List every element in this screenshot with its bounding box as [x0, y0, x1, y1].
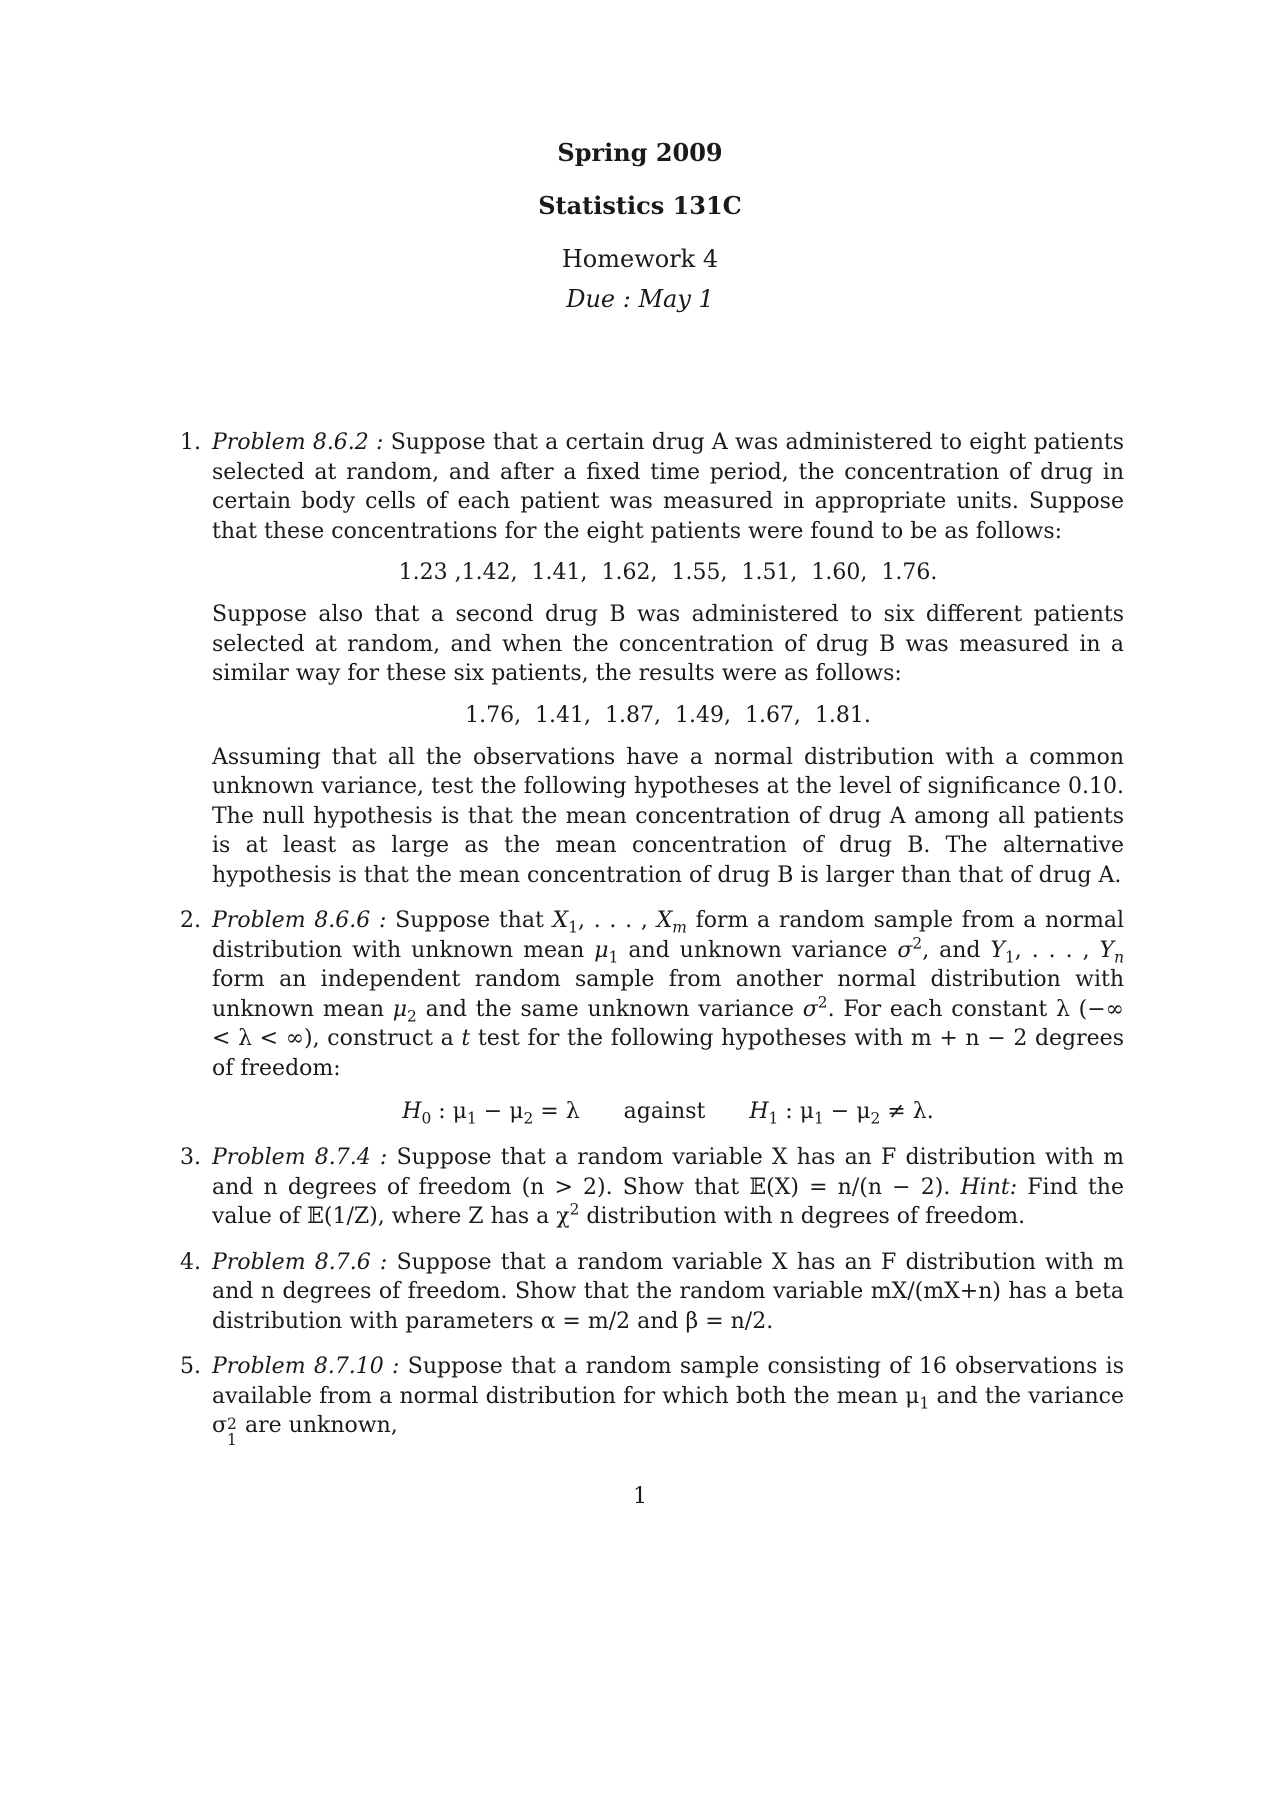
problem-number: 2.: [180, 908, 201, 933]
problem-number: 3.: [180, 1145, 201, 1170]
problem-text: Problem 8.7.10 : Suppose that a random sample consisting of 16 observations is available from a normal distribution for which both the mean $\mu_1$ and the variance σ 2 1 are unknown,: [212, 1354, 1125, 1450]
against-label: against: [623, 1099, 706, 1124]
page-number: 1: [633, 1484, 647, 1509]
problem-5: [0, 1352, 1280, 1450]
problem-closing: Assuming that all the observations have a normal distribution with a common unknown variance, test the following hypotheses at the level of significance 0.10. The null hypothesis is that the mean concentration of drug A among all patients is at least as large as the mean concentration of drug B. The alternative hypothesis is that the mean concentration of drug B is larger than that of drug A.: [212, 744, 1124, 888]
problem-list: [0, 428, 1280, 1457]
problem-4: [0, 1248, 1280, 1337]
problem-label: Problem 8.7.10 :: [212, 1354, 400, 1379]
due-date: Due : May 1: [566, 285, 714, 313]
problem-intro: [212, 428, 1124, 546]
problem-text: Problem 8.7.4 : Suppose that a random variable X has an F distribution with m and n degrees of freedom (n > 2). Show that 𝔼(X) = n/(n − 2). Hint: Find the value of 𝔼(1/Z), where Z has a $\chi^2$ distribution with n degrees of freedom.: [212, 1145, 1125, 1229]
problem-text: Suppose that a certain drug A was administered to eight patients selected at random, and after a fixed time period, the concentration of drug in certain body cells of each patient was measured in appropriate units. Suppose that these concentrations for the eight patients were found to be as follows:: [212, 430, 1124, 544]
term-heading: Spring 2009: [557, 138, 723, 167]
drug-b-data: 1.76, 1.41, 1.87, 1.49, 1.67, 1.81.: [465, 702, 871, 728]
problem-number: 5.: [180, 1354, 201, 1379]
problem-1: [0, 428, 1280, 890]
problem-body: [212, 906, 1124, 1127]
drug-a-data: 1.23 ,1.42, 1.41, 1.62, 1.55, 1.51, 1.60, 1.76.: [398, 560, 938, 585]
hint-label: Hint:: [960, 1174, 1018, 1200]
hypotheses-line: [212, 1097, 1124, 1127]
problem-body: [212, 1248, 1124, 1337]
problem-text: Problem 8.7.6 : Suppose that a random variable X has an F distribution with m and n degrees of freedom. Show that the random variable mX/(mX+n) has a beta distribution with parameters α = m/2 and β = n/2.: [212, 1249, 1124, 1334]
problem-body: [212, 428, 1124, 890]
problem-label: Problem 8.7.4 :: [212, 1145, 388, 1170]
problem-middle: Suppose also that a second drug B was administered to six different patients selected at random, and when the concentration of drug B was measured in a similar way for these six patients, the results were as follows:: [212, 602, 1124, 686]
problem-body: [212, 1352, 1125, 1450]
course-heading: Statistics 131C: [538, 191, 742, 220]
null-hypothesis: $H_0$ : $\mu_1 - \mu_2 = \lambda$: [402, 1099, 580, 1128]
alternative-hypothesis: $H_1$ : $\mu_1 - \mu_2 \ne \lambda$.: [749, 1099, 934, 1128]
problem-3: [0, 1143, 1280, 1232]
problem-number: 4.: [180, 1249, 201, 1275]
assignment-title: Homework 4: [561, 245, 719, 273]
problem-text: Problem 8.6.6 : Suppose that $X_1$, . . . , $X_m$ form a random sample from a normal distribution with unknown mean $\mu_1$ and unknown variance $\sigma^2$, and $Y_1$, . . . , $Y_n$ form an independent random sample from another normal distribution with unknown mean $\mu_2$ and the same unknown variance $\sigma^2$. For each constant λ (−∞ < λ < ∞), construct a t test for the following hypotheses with m + n − 2 degrees of freedom:: [212, 908, 1125, 1081]
problem-label: Problem 8.7.6 :: [212, 1249, 388, 1275]
problem-number: 1.: [180, 430, 201, 455]
problem-2: [0, 906, 1280, 1127]
problem-label: Problem 8.6.2 :: [212, 430, 384, 455]
problem-label: Problem 8.6.6 :: [212, 908, 387, 933]
problem-body: [212, 1143, 1124, 1232]
